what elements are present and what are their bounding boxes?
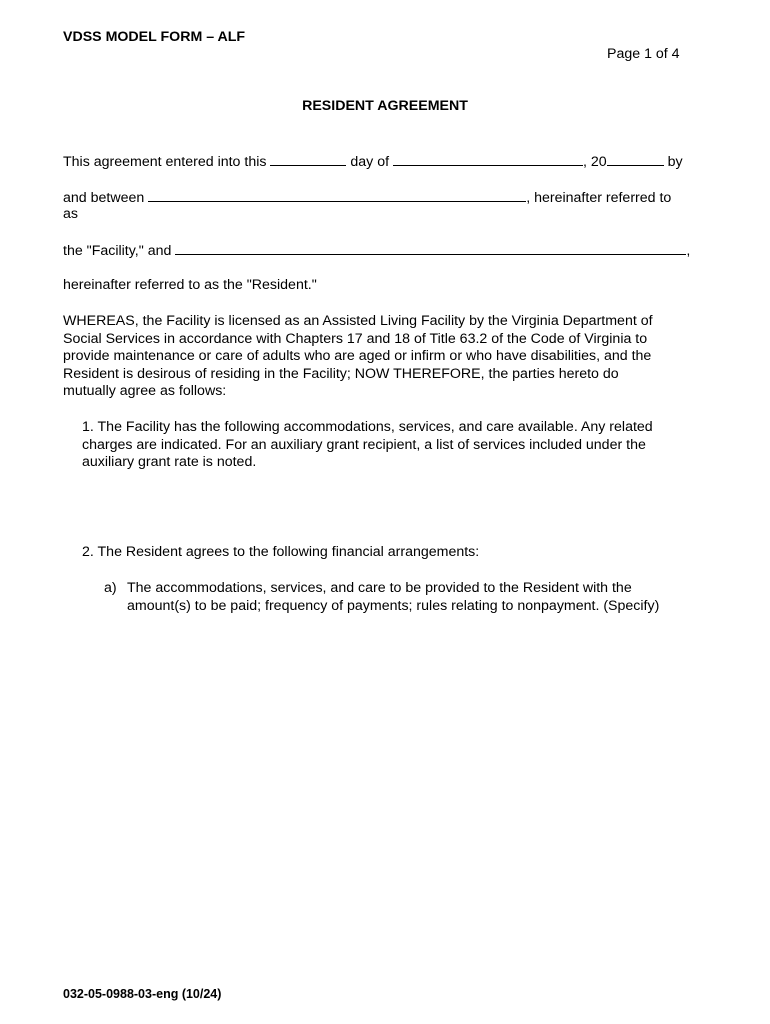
item-2a-line: The accommodations, services, and care to be provided to the Resident with the [127, 580, 632, 596]
whereas-line: mutually agree as follows: [63, 383, 227, 400]
item-1-line: charges are indicated. For an auxiliary grant recipient, a list of services included under the [82, 436, 646, 453]
resident-name-blank[interactable] [175, 241, 686, 255]
item-2a-text [127, 580, 659, 615]
whereas-line: provide maintenance or care of adults who are aged or infirm or who have disabilities, and the [63, 348, 652, 365]
facility-name-wrap: as [63, 206, 78, 222]
facility-name-text-2: , hereinafter referred to [526, 190, 672, 206]
item-1-accommodations [82, 419, 653, 472]
resident-reference-line: hereinafter referred to as the "Resident." [63, 277, 317, 293]
whereas-line: Resident is desirous of residing in the Facility; NOW THEREFORE, the parties hereto do [63, 365, 619, 382]
item-2a-line: amount(s) to be paid; frequency of payments; rules relating to nonpayment. (Specify) [127, 597, 660, 614]
item-1-line: 1. The Facility has the following accommodations, services, and care available. Any related [82, 419, 653, 435]
item-2a-marker: a) [104, 580, 117, 596]
form-header-title: VDSS MODEL FORM – ALF [63, 29, 246, 45]
page-number: Page 1 of 4 [607, 46, 680, 62]
agreement-date-text-4: by [667, 154, 683, 170]
agreement-date-text-1: This agreement entered into this [63, 154, 267, 170]
year-blank[interactable] [607, 152, 664, 166]
facility-name-text-1: and between [63, 190, 145, 206]
day-blank[interactable] [270, 152, 346, 166]
agreement-date-line [63, 152, 683, 171]
resident-name-text-2: , [686, 243, 691, 259]
facility-name-blank[interactable] [148, 188, 526, 202]
agreement-date-text-2: day of [350, 154, 390, 170]
form-number-footer: 032-05-0988-03-eng (10/24) [63, 987, 222, 1001]
whereas-line: Social Services in accordance with Chapters 17 and 18 of Title 63.2 of the Code of Virginia to [63, 330, 648, 347]
item-2-financial: 2. The Resident agrees to the following financial arrangements: [82, 544, 480, 560]
whereas-line: WHEREAS, the Facility is licensed as an Assisted Living Facility by the Virginia Department of [63, 313, 653, 329]
document-title: RESIDENT AGREEMENT [302, 98, 468, 114]
resident-name-line [63, 241, 690, 260]
facility-name-line [63, 188, 671, 207]
item-1-line: auxiliary grant rate is noted. [82, 454, 257, 471]
agreement-date-text-3: , 20 [582, 154, 607, 170]
resident-name-text-1: the "Facility," and [63, 243, 172, 259]
whereas-paragraph [63, 313, 653, 401]
month-blank[interactable] [393, 152, 583, 166]
